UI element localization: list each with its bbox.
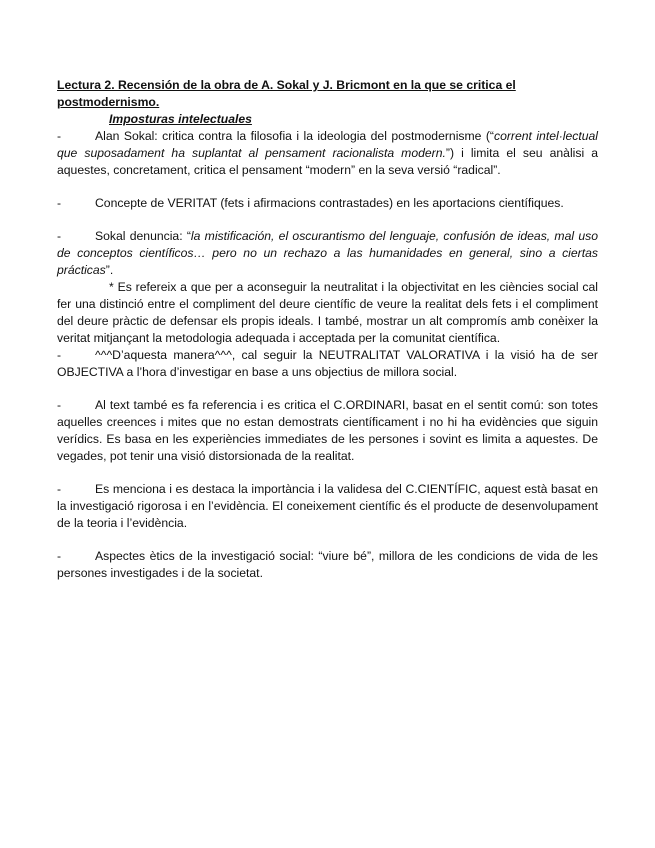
bullet-marker: - xyxy=(57,196,62,210)
document-title: Lectura 2. Recensión de la obra de A. Sokal y J. Bricmont en la que se critica el postmodernismo. xyxy=(57,78,516,109)
paragraph-c-ordinari xyxy=(57,397,598,465)
paragraph-neutralitat-note xyxy=(57,279,598,347)
p6-text: Al text també es fa referencia i es critica el C.ORDINARI, basat en el sentit comú: son totes aquelles creences i mites que no estan demostrats científicament i no hi ha evidències que siguin verídics. Es basa en les experiències immediates de les persones i sovint es limita a aquestes. De vegades, pot tenir una visió distorsionada de la realitat. xyxy=(57,398,598,463)
p4-text: * Es refereix a que per a aconseguir la neutralitat i la objectivitat en les ciències social cal fer una distinció entre el compliment del deure científic de veure la realitat dels fets i el compliment del deure pràctic de defensar els propis ideals. I també, mostrar un alt compromís amb conèixer la veritat mitjançant la metodologia adequada i acceptada per la comunitat científica. xyxy=(57,280,598,345)
p3-quote: la mistificación, el oscurantismo del lenguaje, confusión de ideas, mal uso de conceptos científicos… pero no un rechazo a las humanidades en general, sino a ciertas prácticas xyxy=(57,229,598,277)
p5-text: ^^^D’aquesta manera^^^, cal seguir la NEUTRALITAT VALORATIVA i la visió ha de ser OBJECTIVA a l’hora d’investigar en base a uns objectius de millora social. xyxy=(57,348,598,379)
bullet-marker: - xyxy=(57,129,62,143)
bullet-marker: - xyxy=(57,229,62,243)
bullet-marker: - xyxy=(57,482,62,496)
document-page xyxy=(57,77,598,582)
bullet-marker: - xyxy=(57,398,62,412)
paragraph-aspectes-etics xyxy=(57,548,598,582)
p3-text-b: ”. xyxy=(105,263,114,277)
p7-text: Es menciona i es destaca la importància i la validesa del C.CIENTÍFIC, aquest està basat en la investigació rigorosa i en l’evidència. El coneixement científic és el producte de desenvolupament de la teoria i l’evidència. xyxy=(57,482,598,530)
paragraph-veritat xyxy=(57,195,598,212)
bullet-marker: - xyxy=(57,549,62,563)
p1-text-a: Alan Sokal: critica contra la filosofia i la ideologia del postmodernisme (“ xyxy=(95,129,494,143)
p1-quote: corrent intel·lectual que suposadament ha suplantat al pensament racionalista modern. xyxy=(57,129,598,160)
p1-text-b: ”) i limita el seu anàlisi a aquestes, concretament, critica el pensament “modern” en la seva versió “radical”. xyxy=(57,146,598,177)
p8-text: Aspectes ètics de la investigació social: “viure bé”, millora de les condicions de vida de les persones investigades i de la societat. xyxy=(57,549,598,580)
paragraph-sokal-critique xyxy=(57,128,598,179)
p3-text-a: Sokal denuncia: “ xyxy=(95,229,191,243)
document-subtitle: Imposturas intelectuales xyxy=(109,112,252,126)
p2-text: Concepte de VERITAT (fets i afirmacions contrastades) en les aportacions científiques. xyxy=(95,196,564,210)
paragraph-neutralitat-valorativa xyxy=(57,347,598,381)
paragraph-sokal-denuncia xyxy=(57,228,598,279)
bullet-marker: - xyxy=(57,348,62,362)
paragraph-c-cientific xyxy=(57,481,598,532)
